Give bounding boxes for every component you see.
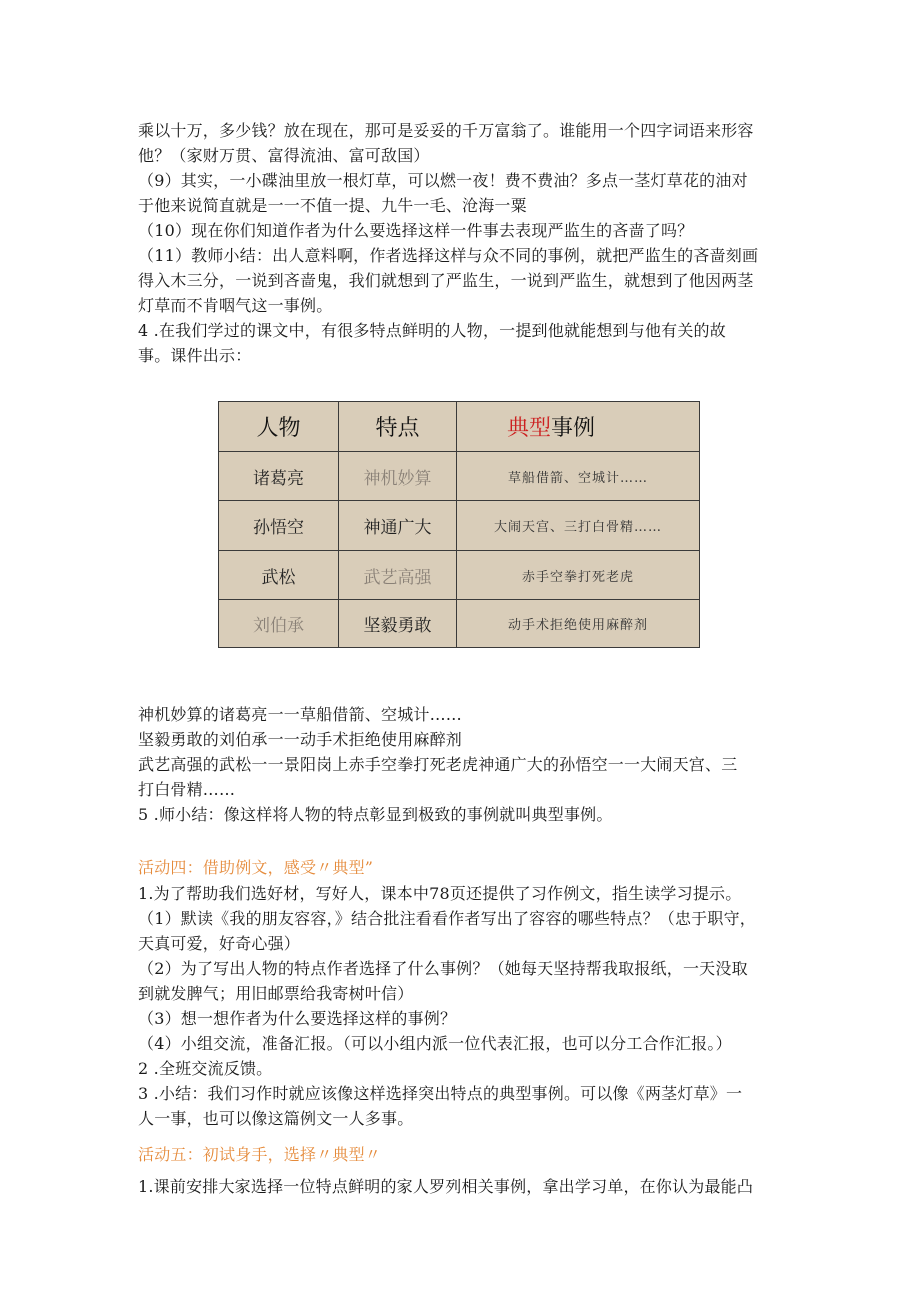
- text-line: （3）想一想作者为什么要选择这样的事例？: [138, 1009, 457, 1028]
- table-cell-trait: 武艺高强: [339, 551, 457, 600]
- text-line: （9）其实，一小碟油里放一根灯草，可以燃一夜！费不费油？多点一茎灯草花的油对: [138, 171, 748, 190]
- table-cell-example: 动手术拒绝使用麻醉剂: [507, 618, 648, 633]
- text-line: 5 .师小结：像这样将人物的特点彰显到极致的事例就叫典型事例。: [138, 805, 613, 824]
- text-line: （2）为了写出人物的特点作者选择了什么事例？（她每天坚持帮我取报纸，一天没取: [138, 959, 748, 978]
- activity5-heading: 活动五：初试身手，选择〃典型〃: [138, 1145, 382, 1164]
- table-cell-person: 刘伯承: [219, 600, 339, 647]
- table-header-person: 人物: [219, 402, 339, 452]
- text-line: （1）默读《我的朋友容容，》结合批注看看作者写出了容容的哪些特点？（忠于职守，: [138, 909, 756, 928]
- text-line: 事。课件出示：: [138, 346, 252, 365]
- text-line: 到就发脾气；用旧邮票给我寄树叶信）: [138, 984, 414, 1003]
- table-cell-trait: 坚毅勇敢: [339, 600, 457, 647]
- table-cell-trait: 神机妙算: [339, 452, 457, 501]
- text-line: 武艺高强的武松一一景阳岗上赤手空拳打死老虎神通广大的孙悟空一一大闹天宫、三: [138, 755, 738, 774]
- table-cell-person: 孙悟空: [219, 501, 339, 551]
- text-line: （11）教师小结：出人意料啊，作者选择这样与众不同的事例，就把严监生的吝啬刻画: [138, 246, 759, 265]
- text-line: 他？（家财万贯、富得流油、富可敌国）: [138, 146, 430, 165]
- text-line: 乘以十万，多少钱？放在现在，那可是妥妥的千万富翁了。谁能用一个四字词语来形容: [138, 121, 754, 140]
- text-line: 1.为了帮助我们选好材，写好人，课本中78页还提供了习作例文，指生读学习提示。: [138, 884, 742, 903]
- text-line: 神机妙算的诸葛亮一一草船借箭、空城计……: [138, 705, 463, 724]
- table-cell-example: 大闹天宫、三打白骨精……: [457, 501, 699, 551]
- activity4-heading: 活动四：借助例文，感受〃典型”: [138, 858, 374, 877]
- table-cell-person: 武松: [219, 551, 339, 600]
- text-line: 坚毅勇敢的刘伯承一一动手术拒绝使用麻醉剂: [138, 730, 463, 749]
- text-line: 4 .在我们学过的课文中，有很多特点鲜明的人物，一提到他就能想到与他有关的故: [138, 321, 726, 340]
- table-header-example-rest: 事例: [551, 416, 596, 441]
- text-line: 3 .小结：我们习作时就应该像这样选择突出特点的典型事例。可以像《两茎灯草》一: [138, 1084, 743, 1103]
- table-cell-trait: 神通广大: [339, 501, 457, 551]
- table-header-example-highlight: 典型: [507, 416, 552, 441]
- text-line: 天真可爱，好奇心强）: [138, 934, 301, 953]
- text-line: 1.课前安排大家选择一位特点鲜明的家人罗列相关事例，拿出学习单，在你认为最能凸: [138, 1177, 754, 1196]
- table-cell-example: 赤手空拳打死老虎: [457, 551, 699, 600]
- text-line: 于他来说简直就是一一不值一提、九牛一毛、沧海一粟: [138, 196, 527, 215]
- table-header-example: [457, 402, 699, 452]
- table-header-trait: 特点: [339, 402, 457, 452]
- character-table: [218, 401, 700, 648]
- text-line: （4）小组交流，准备汇报。（可以小组内派一位代表汇报，也可以分工合作汇报。）: [138, 1034, 732, 1053]
- text-line: 2 .全班交流反馈。: [138, 1059, 273, 1078]
- text-line: 灯草而不肯咽气这一事例。: [138, 296, 333, 315]
- text-line: 得入木三分，一说到吝啬鬼，我们就想到了严监生，一说到严监生，就想到了他因两茎: [138, 271, 754, 290]
- text-line: 人一事，也可以像这篇例文一人多事。: [138, 1109, 414, 1128]
- text-line: 打白骨精……: [138, 780, 236, 799]
- table-cell-example: 草船借箭、空城计……: [457, 452, 699, 501]
- table-cell-person: 诸葛亮: [219, 452, 339, 501]
- text-line: （10）现在你们知道作者为什么要选择这样一件事去表现严监生的吝啬了吗？: [138, 221, 694, 240]
